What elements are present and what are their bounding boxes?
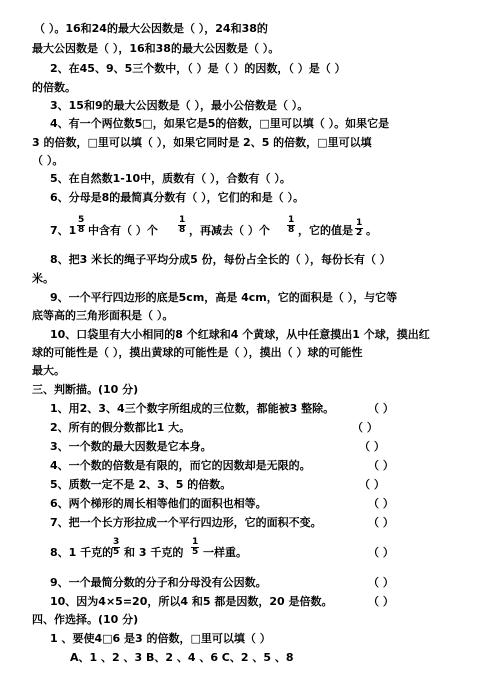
- tf-item-2-answer-blank[interactable]: （ ）: [352, 421, 378, 434]
- tf-item-8-fraction-1: [112, 538, 120, 557]
- tf-item-8-fraction-2-numerator: 1: [192, 537, 199, 547]
- q10-line2-text: 球的可能性是（ ），摸出黄球的可能性是（ ），摸出（ ）球的可能性: [32, 346, 363, 359]
- q7-part-c: ，再减去（ ）个: [189, 224, 270, 237]
- tf-item-3-answer-blank[interactable]: （ ）: [359, 440, 385, 453]
- q7-fraction-1: [77, 216, 85, 235]
- q9-line2-text: 底等高的三角形面积是（ ）。: [32, 309, 174, 322]
- mc-question-1-text: 1 、要使4□6 是3 的倍数，□里可以填（ ）: [50, 632, 271, 645]
- q7-part-b: 中含有（ ）个: [88, 224, 158, 237]
- tf-item-8-part-a: 8、1 千克的: [50, 546, 114, 559]
- tf-item-7-answer-blank[interactable]: （ ）: [368, 516, 394, 529]
- tf-item-8-answer-blank[interactable]: （ ）: [368, 546, 394, 559]
- q7-fraction-4: [355, 219, 363, 238]
- tf-item-4-answer-blank[interactable]: （ ）: [368, 459, 394, 472]
- tf-item-8-fraction-2: [191, 538, 199, 557]
- section-three-title: 三、判断描。(10 分): [32, 383, 139, 396]
- q4-line3-text: （ ）。: [32, 154, 64, 167]
- tf-item-6-answer-blank[interactable]: （ ）: [368, 497, 394, 510]
- q7-fraction-2-denominator: 8: [179, 225, 186, 235]
- q7-fraction-4-numerator: 1: [356, 218, 363, 228]
- q7-fraction-3-numerator: 1: [288, 215, 295, 225]
- q2-line1-text: 2、在45、9、5三个数中，（ ）是（ ）的因数，（ ）是（ ）: [50, 62, 346, 75]
- q10-line1-text: 10、口袋里有大小相同的8 个红球和4 个黄球，从中任意摸出1 个球，摸出红: [50, 328, 430, 341]
- tf-item-6-text: 6、两个梯形的周长相等他们的面积也相等。: [50, 497, 267, 510]
- q8-line1-text: 8、把3 米长的绳子平均分成5 份，每份占全长的（ ），每份长有（ ）: [50, 253, 391, 266]
- q7-fraction-2-numerator: 1: [179, 215, 186, 225]
- tf-item-8-part-b: 和 3 千克的: [124, 546, 184, 559]
- tf-item-8-fraction-1-denominator: 5: [113, 547, 120, 557]
- q7-fraction-1-numerator: 5: [78, 215, 85, 225]
- q7-fraction-4-denominator: 2: [356, 228, 363, 238]
- tf-item-8-part-c: 一样重。: [203, 546, 247, 559]
- tf-item-2-text: 2、所有的假分数都比1 大。: [50, 421, 191, 434]
- q7-part-d: ，它的值是: [298, 224, 353, 237]
- q6-text: 6、分母是8的最简真分数有（ ），它们的和是（ ）。: [50, 191, 304, 204]
- mc-question-1-options-text[interactable]: A、1 、2 、3 B、2 、4 、6 C、2 、5 、8: [70, 651, 294, 664]
- q4-line1-text: 4、有一个两位数5□，如果它是5的倍数，□里可以填（ ）。如果它是: [50, 117, 390, 130]
- q7-part-e: 。: [366, 224, 377, 237]
- tf-item-5-answer-blank[interactable]: （ ）: [359, 478, 385, 491]
- q5-text: 5、在自然数1-10中，质数有（ ），合数有（ ）。: [50, 172, 291, 185]
- tf-item-5-text: 5、质数一定不是 2、3、5 的倍数。: [50, 478, 232, 491]
- tf-item-8-fraction-2-denominator: 5: [192, 547, 199, 557]
- section-four-title: 四、作选择。(10 分): [32, 613, 139, 626]
- q7-fraction-3-denominator: 8: [288, 225, 295, 235]
- tf-item-9-text: 9、一个最简分数的分子和分母没有公因数。: [50, 576, 267, 589]
- tf-item-9-answer-blank[interactable]: （ ）: [368, 576, 394, 589]
- tf-item-4-text: 4、一个数的倍数是有限的，而它的因数却是无限的。: [50, 459, 311, 472]
- tf-item-10-text: 10、因为4×5=20，所以4 和5 都是因数，20 是倍数。: [50, 595, 333, 608]
- q7-fraction-2: [178, 216, 186, 235]
- q8-line2-text: 米。: [32, 272, 54, 285]
- q4-line2-text: 3 的倍数，□里可以填（ ），如果它同时是 2、5 的倍数，□里可以填: [32, 136, 372, 149]
- q1-line2-text: 最大公因数是（ ），16和38的最大公因数是（ ）。: [32, 42, 280, 55]
- tf-item-1-answer-blank[interactable]: （ ）: [368, 402, 394, 415]
- tf-item-3-text: 3、一个数的最大因数是它本身。: [50, 440, 212, 453]
- q10-line3-text: 最大。: [32, 364, 65, 377]
- q7-fraction-1-denominator: 8: [78, 225, 85, 235]
- tf-item-7-text: 7、把一个长方形拉成一个平行四边形，它的面积不变。: [50, 516, 322, 529]
- tf-item-1-text: 1、用2、3、4三个数字所组成的三位数，都能被3 整除。: [50, 402, 335, 415]
- q2-line2-text: 的倍数。: [32, 81, 76, 94]
- q3-text: 3、15和9的最大公因数是（ ），最小公倍数是（ ）。: [50, 99, 309, 112]
- tf-item-8-fraction-1-numerator: 3: [113, 537, 120, 547]
- q1-line1-text: （ ）。16和24的最大公因数是（ ），24和38的: [34, 22, 268, 35]
- tf-item-10-answer-blank[interactable]: （ ）: [368, 595, 394, 608]
- q7-fraction-3: [287, 216, 295, 235]
- q7-part-a: 7、1: [50, 224, 77, 237]
- q9-line1-text: 9、一个平行四边形的底是5cm，高是 4cm，它的面积是（ ），与它等: [50, 291, 398, 304]
